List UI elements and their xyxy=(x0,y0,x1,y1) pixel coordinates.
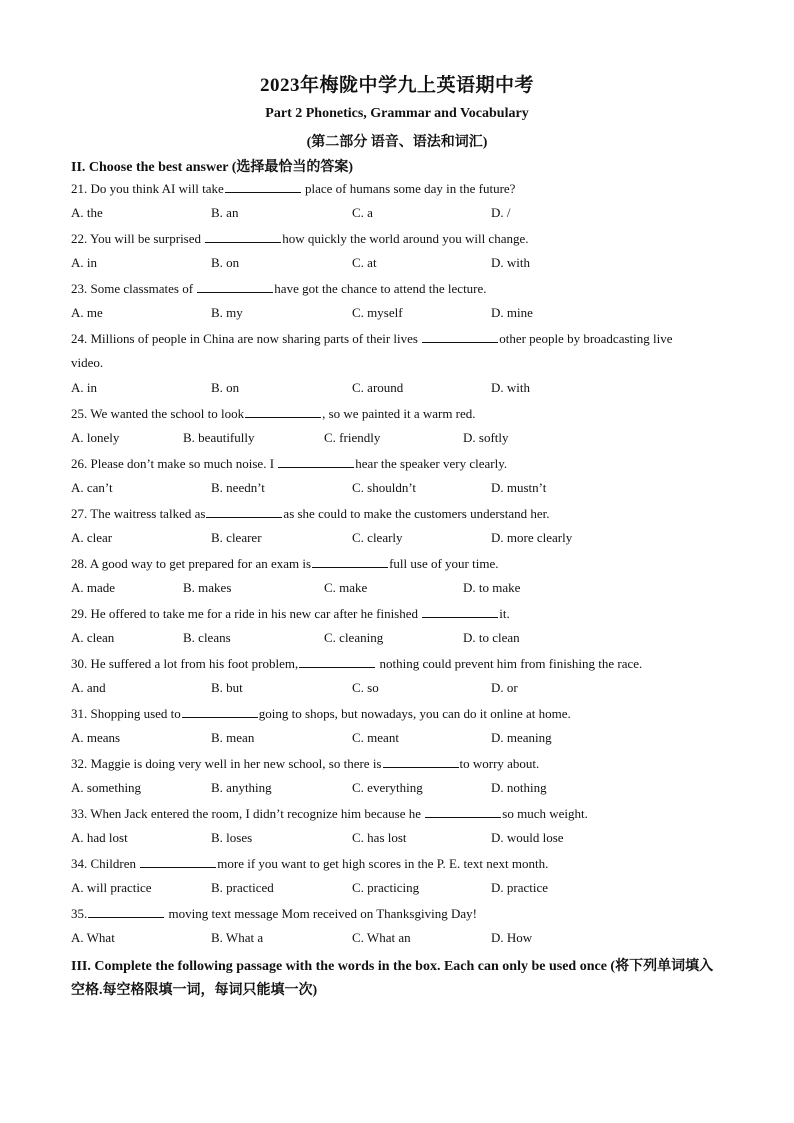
question-text-rest: hear the speaker very clearly. xyxy=(355,456,508,471)
option-d[interactable]: D. nothing xyxy=(491,780,547,795)
option-b[interactable]: B. loses xyxy=(211,830,253,845)
question-34 xyxy=(71,855,548,872)
option-d[interactable]: D. mustn’t xyxy=(491,480,547,495)
option-c[interactable]: C. has lost xyxy=(352,830,407,845)
question-text-rest: have got the chance to attend the lecture. xyxy=(274,281,487,296)
option-b[interactable]: B. practiced xyxy=(211,880,274,895)
question-text: 33. When Jack entered the room, I didn’t recognize him because he xyxy=(71,806,425,821)
option-a[interactable]: A. in xyxy=(71,380,97,395)
option-b[interactable]: B. What a xyxy=(211,930,264,945)
answer-blank[interactable] xyxy=(245,405,321,418)
question-text-rest: nothing could prevent him from finishing the race. xyxy=(376,656,643,671)
question-text-rest: more if you want to get high scores in the P. E. text next month. xyxy=(217,856,549,871)
option-b[interactable]: B. beautifully xyxy=(183,430,255,445)
answer-blank[interactable] xyxy=(425,805,501,818)
answer-blank[interactable] xyxy=(422,605,498,618)
question-text-rest: full use of your time. xyxy=(389,556,499,571)
question-text: 30. He suffered a lot from his foot problem, xyxy=(71,656,299,671)
option-a[interactable]: A. and xyxy=(71,680,106,695)
question-text: 34. Children xyxy=(71,856,140,871)
option-b[interactable]: B. anything xyxy=(211,780,272,795)
question-22 xyxy=(71,230,529,247)
question-27 xyxy=(71,505,550,522)
option-d[interactable]: D. with xyxy=(491,255,530,270)
answer-blank[interactable] xyxy=(312,555,388,568)
option-b[interactable]: B. mean xyxy=(211,730,255,745)
option-a[interactable]: A. What xyxy=(71,930,115,945)
options-row xyxy=(71,380,731,398)
options-row xyxy=(71,205,731,223)
options-row xyxy=(71,430,731,448)
question-text: 22. You will be surprised xyxy=(71,231,205,246)
question-23 xyxy=(71,280,487,297)
option-c[interactable]: C. myself xyxy=(352,305,403,320)
options-row xyxy=(71,580,731,598)
question-text: 32. Maggie is doing very well in her new school, so there is xyxy=(71,756,382,771)
option-c[interactable]: C. at xyxy=(352,255,377,270)
option-a[interactable]: A. made xyxy=(71,580,116,595)
option-a[interactable]: A. will practice xyxy=(71,880,152,895)
question-text-rest: so much weight. xyxy=(502,806,588,821)
answer-blank[interactable] xyxy=(205,230,281,243)
option-c[interactable]: C. practicing xyxy=(352,880,420,895)
option-d[interactable]: D. to clean xyxy=(463,630,520,645)
answer-blank[interactable] xyxy=(225,180,301,193)
question-28 xyxy=(71,555,498,572)
question-text: 25. We wanted the school to look xyxy=(71,406,245,421)
question-31 xyxy=(71,705,571,722)
part-title-cn: (第二部分 语音、语法和词汇) xyxy=(306,135,488,150)
answer-blank[interactable] xyxy=(278,455,354,468)
answer-blank[interactable] xyxy=(206,505,282,518)
question-text-rest: other people by broadcasting live xyxy=(499,331,673,346)
question-text: 21. Do you think AI will take xyxy=(71,181,224,196)
option-c[interactable]: C. around xyxy=(352,380,404,395)
option-a[interactable]: A. lonely xyxy=(71,430,120,445)
options-row xyxy=(71,480,731,498)
option-c[interactable]: C. a xyxy=(352,205,373,220)
option-c[interactable]: C. so xyxy=(352,680,379,695)
question-text: 23. Some classmates of xyxy=(71,281,197,296)
option-c[interactable]: C. shouldn’t xyxy=(352,480,417,495)
question-text-rest: moving text message Mom received on Thanksgiving Day! xyxy=(165,906,477,921)
option-d[interactable]: D. more clearly xyxy=(491,530,573,545)
option-b[interactable]: B. my xyxy=(211,305,243,320)
options-row xyxy=(71,680,731,698)
option-a[interactable]: A. in xyxy=(71,255,97,270)
option-b[interactable]: B. on xyxy=(211,255,240,270)
question-text: 29. He offered to take me for a ride in his new car after he finished xyxy=(71,606,422,621)
option-d[interactable]: D. / xyxy=(491,205,511,220)
option-b[interactable]: B. clearer xyxy=(211,530,262,545)
option-a[interactable]: A. can’t xyxy=(71,480,113,495)
answer-blank[interactable] xyxy=(88,905,164,918)
question-continuation: video. xyxy=(71,355,104,370)
option-a[interactable]: A. something xyxy=(71,780,142,795)
option-a[interactable]: A. means xyxy=(71,730,121,745)
option-c[interactable]: C. friendly xyxy=(324,430,381,445)
answer-blank[interactable] xyxy=(422,330,498,343)
question-text-rest: as she could to make the customers understand her. xyxy=(283,506,550,521)
question-24 xyxy=(71,330,673,347)
option-b[interactable]: B. needn’t xyxy=(211,480,265,495)
question-text-rest: going to shops, but nowadays, you can do it online at home. xyxy=(258,706,571,721)
option-b[interactable]: B. an xyxy=(211,205,239,220)
option-c[interactable]: C. everything xyxy=(352,780,423,795)
option-a[interactable]: A. the xyxy=(71,205,103,220)
question-25 xyxy=(71,405,476,422)
question-35 xyxy=(71,905,477,922)
question-text: 35. xyxy=(71,906,88,921)
option-c[interactable]: C. What an xyxy=(352,930,411,945)
option-a[interactable]: A. had lost xyxy=(71,830,128,845)
option-d[interactable]: D. How xyxy=(491,930,533,945)
question-text: 26. Please don’t make so much noise. I xyxy=(71,456,278,471)
option-b[interactable]: B. cleans xyxy=(183,630,231,645)
option-d[interactable]: D. softly xyxy=(463,430,509,445)
options-row xyxy=(71,255,731,273)
option-d[interactable]: D. to make xyxy=(463,580,521,595)
question-26 xyxy=(71,455,507,472)
option-d[interactable]: D. meaning xyxy=(491,730,552,745)
option-d[interactable]: D. would lose xyxy=(491,830,564,845)
answer-blank[interactable] xyxy=(140,855,216,868)
option-d[interactable]: D. with xyxy=(491,380,530,395)
option-d[interactable]: D. practice xyxy=(491,880,549,895)
question-text: 27. The waitress talked as xyxy=(71,506,206,521)
answer-blank[interactable] xyxy=(182,705,258,718)
options-row xyxy=(71,880,731,898)
options-row xyxy=(71,630,731,648)
option-a[interactable]: A. clean xyxy=(71,630,115,645)
question-33 xyxy=(71,805,588,822)
option-c[interactable]: C. cleaning xyxy=(324,630,384,645)
question-text-rest: it. xyxy=(499,606,510,621)
answer-blank[interactable] xyxy=(197,280,273,293)
options-row xyxy=(71,830,731,848)
options-row xyxy=(71,305,731,323)
part-title: Part 2 Phonetics, Grammar and Vocabulary xyxy=(265,106,529,121)
question-text: 24. Millions of people in China are now sharing parts of their lives xyxy=(71,331,422,346)
question-text-rest: , so we painted it a warm red. xyxy=(322,406,476,421)
option-c[interactable]: C. make xyxy=(324,580,368,595)
option-b[interactable]: B. makes xyxy=(183,580,232,595)
question-text-rest: to worry about. xyxy=(459,756,540,771)
page-title: 2023年梅陇中学九上英语期中考 xyxy=(259,75,534,96)
option-c[interactable]: C. meant xyxy=(352,730,399,745)
question-text: 31. Shopping used to xyxy=(71,706,181,721)
question-32 xyxy=(71,755,539,772)
option-a[interactable]: A. me xyxy=(71,305,103,320)
option-d[interactable]: D. or xyxy=(491,680,518,695)
question-text-rest: how quickly the world around you will change. xyxy=(282,231,529,246)
option-b[interactable]: B. on xyxy=(211,380,240,395)
question-21 xyxy=(71,180,515,197)
section-2-heading: II. Choose the best answer (选择最恰当的答案) xyxy=(71,160,354,175)
option-b[interactable]: B. but xyxy=(211,680,243,695)
option-a[interactable]: A. clear xyxy=(71,530,113,545)
options-row xyxy=(71,780,731,798)
answer-blank[interactable] xyxy=(299,655,375,668)
question-text-rest: place of humans some day in the future? xyxy=(301,181,516,196)
options-row xyxy=(71,730,731,748)
question-29 xyxy=(71,605,510,622)
answer-blank[interactable] xyxy=(383,755,459,768)
options-row xyxy=(71,530,731,548)
options-row xyxy=(71,930,731,948)
section-3-heading: III. Complete the following passage with the words in the box. Each can only be used once (将下列单词填入空格.每空格限填一词，每词只能填一次) xyxy=(71,959,714,998)
option-d[interactable]: D. mine xyxy=(491,305,533,320)
question-30 xyxy=(71,655,642,672)
option-c[interactable]: C. clearly xyxy=(352,530,403,545)
question-text: 28. A good way to get prepared for an exam is xyxy=(71,556,312,571)
